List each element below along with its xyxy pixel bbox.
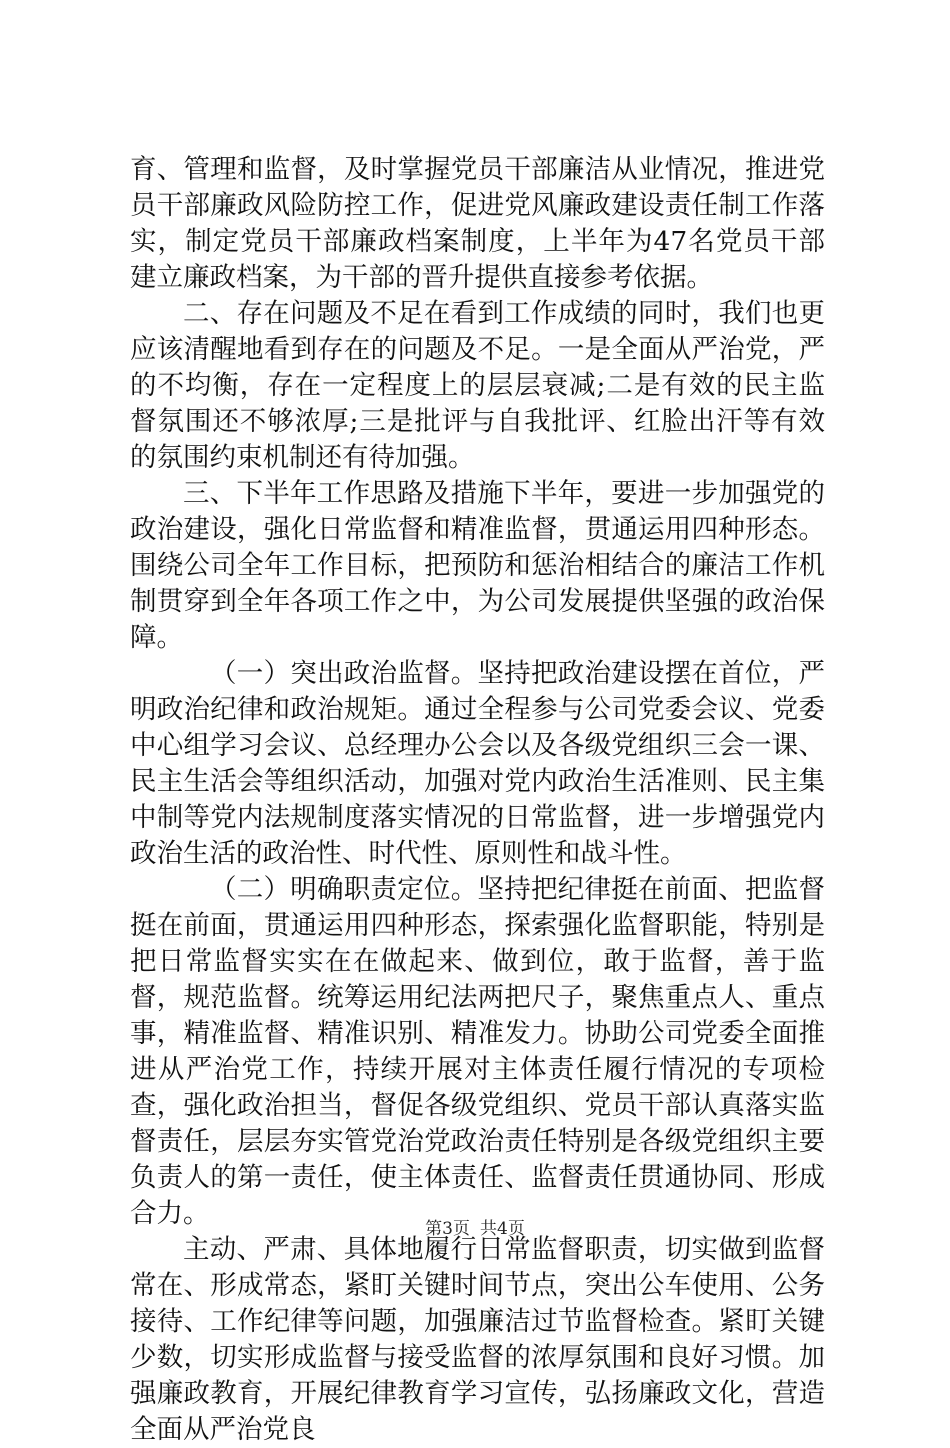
paragraph-section-three: 三、下半年工作思路及措施下半年，要进一步加强党的政治建设，强化日常监督和精准监督，贯通运用四种形态。围绕公司全年工作目标，把预防和惩治相结合的廉洁工作机制贯穿到全年各项工作之中，为公司发展提供坚强的政治保障。 [130, 478, 825, 653]
paragraph-continuation: 育、管理和监督，及时掌握党员干部廉洁从业情况，推进党员干部廉政风险防控工作，促进党风廉政建设责任制工作落实，制定党员干部廉政档案制度，上半年为47名党员干部建立廉政档案，为干部的晋升提供直接参考依据。 [130, 154, 825, 293]
page-footer [0, 1218, 950, 1240]
document-body [130, 152, 825, 1448]
page-number: 第3页 [425, 1219, 470, 1239]
paragraph-section-two: 二、存在问题及不足在看到工作成绩的同时，我们也更应该清醒地看到存在的问题及不足。一是全面从严治党，严的不均衡，存在一定程度上的层层衰减;二是有效的民主监督氛围还不够浓厚;三是批评与自我批评、红脸出汗等有效的氛围约束机制还有待加强。 [130, 298, 825, 473]
paragraph-item-two: （二）明确职责定位。坚持把纪律挺在前面、把监督挺在前面，贯通运用四种形态，探索强化监督职能，特别是把日常监督实实在在做起来、做到位，敢于监督，善于监督，规范监督。统筹运用纪法两把尺子，聚焦重点人、重点事，精准监督、精准识别、精准发力。协助公司党委全面推进从严治党工作，持续开展对主体责任履行情况的专项检查，强化政治担当，督促各级党组织、党员干部认真落实监督责任，层层夯实管党治党政治责任特别是各级党组织主要负责人的第一责任，使主体责任、监督责任贯通协同、形成合力。 [130, 874, 825, 1229]
paragraph-daily-supervision: 主动、严肃、具体地履行日常监督职责，切实做到监督常在、形成常态，紧盯关键时间节点，突出公车使用、公务接待、工作纪律等问题，加强廉洁过节监督检查。紧盯关键少数，切实形成监督与接受监督的浓厚氛围和良好习惯。加强廉政教育，开展纪律教育学习宣传，弘扬廉政文化，营造全面从严治党良 [130, 1234, 825, 1445]
paragraph-item-one: （一）突出政治监督。坚持把政治建设摆在首位，严明政治纪律和政治规矩。通过全程参与公司党委会议、党委中心组学习会议、总经理办公会以及各级党组织三会一课、民主生活会等组织活动，加强对党内政治生活准则、民主集中制等党内法规制度落实情况的日常监督，进一步增强党内政治生活的政治性、时代性、原则性和战斗性。 [130, 658, 825, 869]
page-total: 共4页 [480, 1219, 525, 1239]
